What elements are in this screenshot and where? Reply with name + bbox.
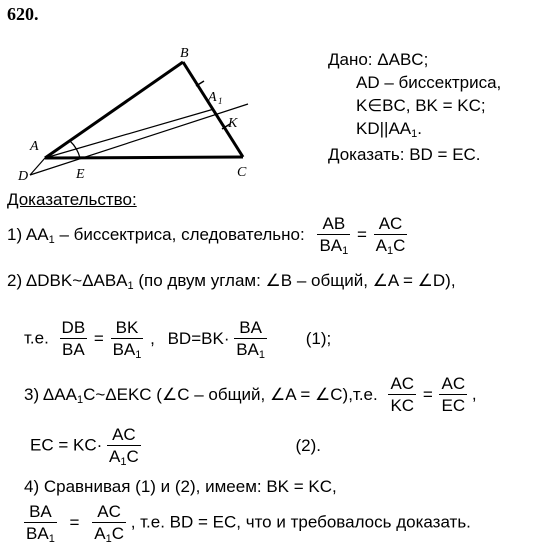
label-A1-sub: 1 xyxy=(218,96,223,106)
fraction-ac-kc: $\frac{AC}{KC}$ xyxy=(390,374,415,415)
step-3: 3) $\Delta AA_1C\sim\Delta EKC$ (∠C – общий, ∠A = ∠C),т.е. $\frac{AC}{KC}$ = $\frac{AC}{EC}$ , xyxy=(24,374,477,415)
given-line-3: $KD||AA_1$. xyxy=(356,119,422,140)
given-title: Дано: ΔABC; xyxy=(328,50,429,69)
step-1: 1) $AA_1$ – биссектриса, следовательно: $\frac{AB}{BA_1}$ = $\frac{AC}{A_1C}$ xyxy=(7,214,406,257)
fraction-ac-a1c: $\frac{AC}{A_1C}$ xyxy=(375,214,406,257)
step-2: 2) $\Delta DBK\sim\Delta ABA_1$ (по двум углам: ∠B – общий, ∠A = ∠D), xyxy=(7,271,456,292)
label-K: K xyxy=(228,116,238,131)
triangle-figure xyxy=(0,40,300,190)
label-E: E xyxy=(76,167,85,182)
proof-heading: Доказательство: xyxy=(7,190,137,209)
step-2-result: т.е. $\frac{DB}{BA}$ = $\frac{BK}{BA_1}$ , BD=BK· $\frac{BA}{BA_1}$ (1); xyxy=(24,318,332,361)
line-DK xyxy=(30,104,248,175)
label-A1: A xyxy=(208,90,217,105)
bisector-AA1 xyxy=(45,109,214,158)
given-line-1: AD – биссектриса, xyxy=(356,73,502,92)
step-3-result: EC = KC· $\frac{AC}{A_1C}$ (2). xyxy=(30,425,321,468)
side-AB xyxy=(45,62,183,158)
given-line-2: K∈BC, BK = KC; xyxy=(356,96,486,115)
label-B: B xyxy=(180,46,189,61)
label-A: A xyxy=(30,139,39,154)
fraction-db-ba: $\frac{DB}{BA}$ xyxy=(61,318,86,359)
fraction-ba-ba1-2: $\frac{BA}{BA_1}$ xyxy=(26,502,55,545)
step-4-result: $\frac{BA}{BA_1}$ = $\frac{AC}{A_1C}$ , т.е. BD = EC, что и требовалось доказать. xyxy=(26,502,471,545)
fraction-ac-a1c-2: $\frac{AC}{A_1C}$ xyxy=(109,425,139,468)
fraction-ac-a1c-3: $\frac{AC}{A_1C}$ xyxy=(94,502,124,545)
side-AC xyxy=(45,157,243,158)
label-C: C xyxy=(237,165,247,180)
fraction-ab-ba1: $\frac{AB}{BA_1}$ xyxy=(319,214,349,257)
label-D: D xyxy=(18,169,29,184)
problem-number: 620. xyxy=(7,4,39,24)
fraction-bk-ba1: $\frac{BK}{BA_1}$ xyxy=(112,318,142,361)
fraction-ba-ba1: $\frac{BA}{BA_1}$ xyxy=(236,318,266,361)
fraction-ac-ec: $\frac{AC}{EC}$ xyxy=(441,374,466,415)
step-4: 4) Сравнивая (1) и (2), имеем: BK = KC, xyxy=(24,477,337,496)
prove-line: Доказать: BD = EC. xyxy=(328,145,481,164)
